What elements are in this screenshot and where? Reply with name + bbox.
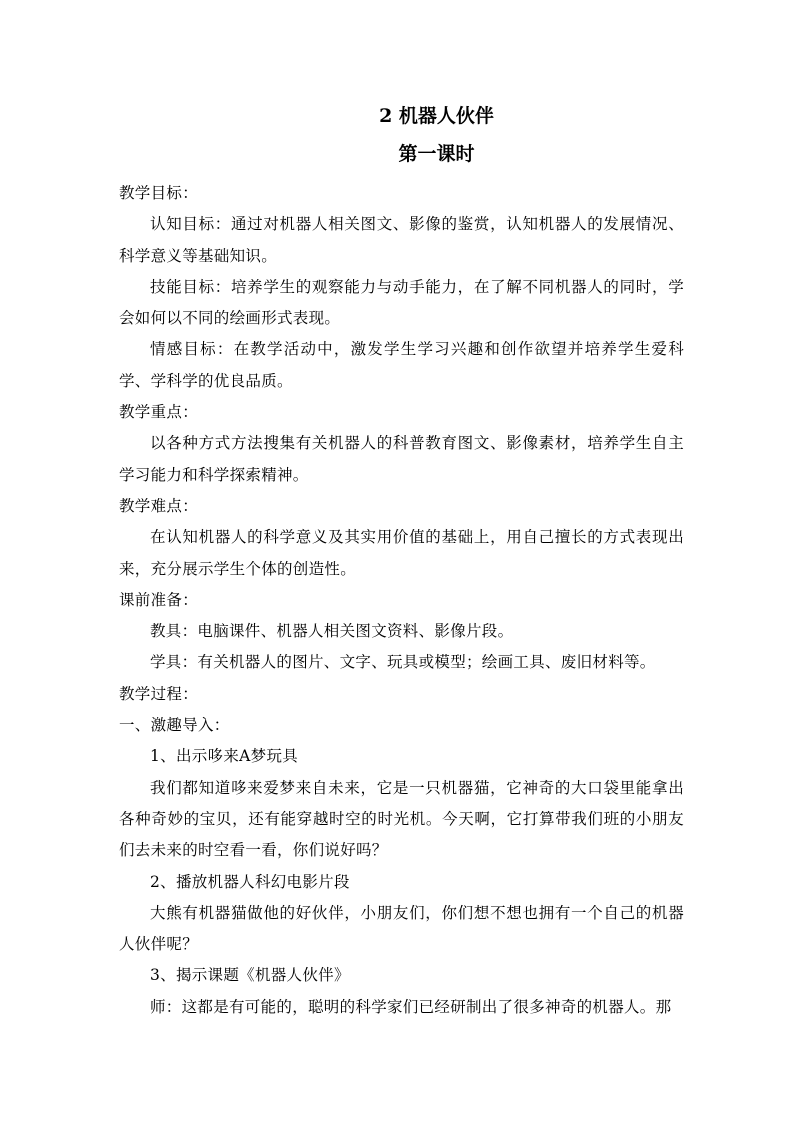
paragraph: 我们都知道哆来爱梦来自未来，它是一只机器猫，它神奇的大口袋里能拿出各种奇妙的宝贝，还有能穿越时空的时光机。今天啊，它打算带我们班的小朋友们去未来的时空看一看，你们说好吗？ [119,778,684,860]
paragraph: 情感目标：在教学活动中，激发学生学习兴趣和创作欲望并培养学生爱科学、学科学的优良品质。 [119,340,684,390]
paragraph: 3、揭示课题《机器人伙伴》 [150,966,350,985]
document-title: 2 机器人伙伴 [379,105,494,127]
paragraph: 以各种方式方法搜集有关机器人的科普教育图文、影像素材，培养学生自主学习能力和科学探索精神。 [119,434,684,484]
document-subtitle: 第一课时 [398,143,475,165]
paragraph: 1、出示哆来A梦玩具 [150,747,299,766]
paragraph: 学具：有关机器人的图片、文字、玩具或模型；绘画工具、废旧材料等。 [150,653,656,672]
paragraph: 2、播放机器人科幻电影片段 [150,872,350,891]
document-page [119,100,684,1023]
paragraph: 课前准备： [119,590,199,609]
paragraph: 教学过程： [119,684,199,703]
paragraph: 技能目标：培养学生的观察能力与动手能力，在了解不同机器人的同时，学会如何以不同的绘画形式表现。 [119,277,684,328]
paragraph: 教具：电脑课件、机器人相关图文资料、影像片段。 [150,622,514,641]
paragraph: 教学目标： [119,184,199,202]
paragraph: 一、激趣导入： [119,716,230,735]
paragraph: 认知目标：通过对机器人相关图文、影像的鉴赏，认知机器人的发展情况、科学意义等基础知识。 [119,215,684,265]
paragraph: 大熊有机器猫做他的好伙伴，小朋友们，你们想不想也拥有一个自己的机器人伙伴呢？ [119,903,684,954]
paragraph: 教学难点： [119,496,199,515]
document-body [119,178,684,1023]
paragraph: 教学重点： [119,403,199,422]
paragraph: 在认知机器人的科学意义及其实用价值的基础上，用自己擅长的方式表现出来，充分展示学生个体的创造性。 [119,528,684,578]
paragraph: 师：这都是有可能的，聪明的科学家们已经研制出了很多神奇的机器人。那 [150,997,672,1016]
